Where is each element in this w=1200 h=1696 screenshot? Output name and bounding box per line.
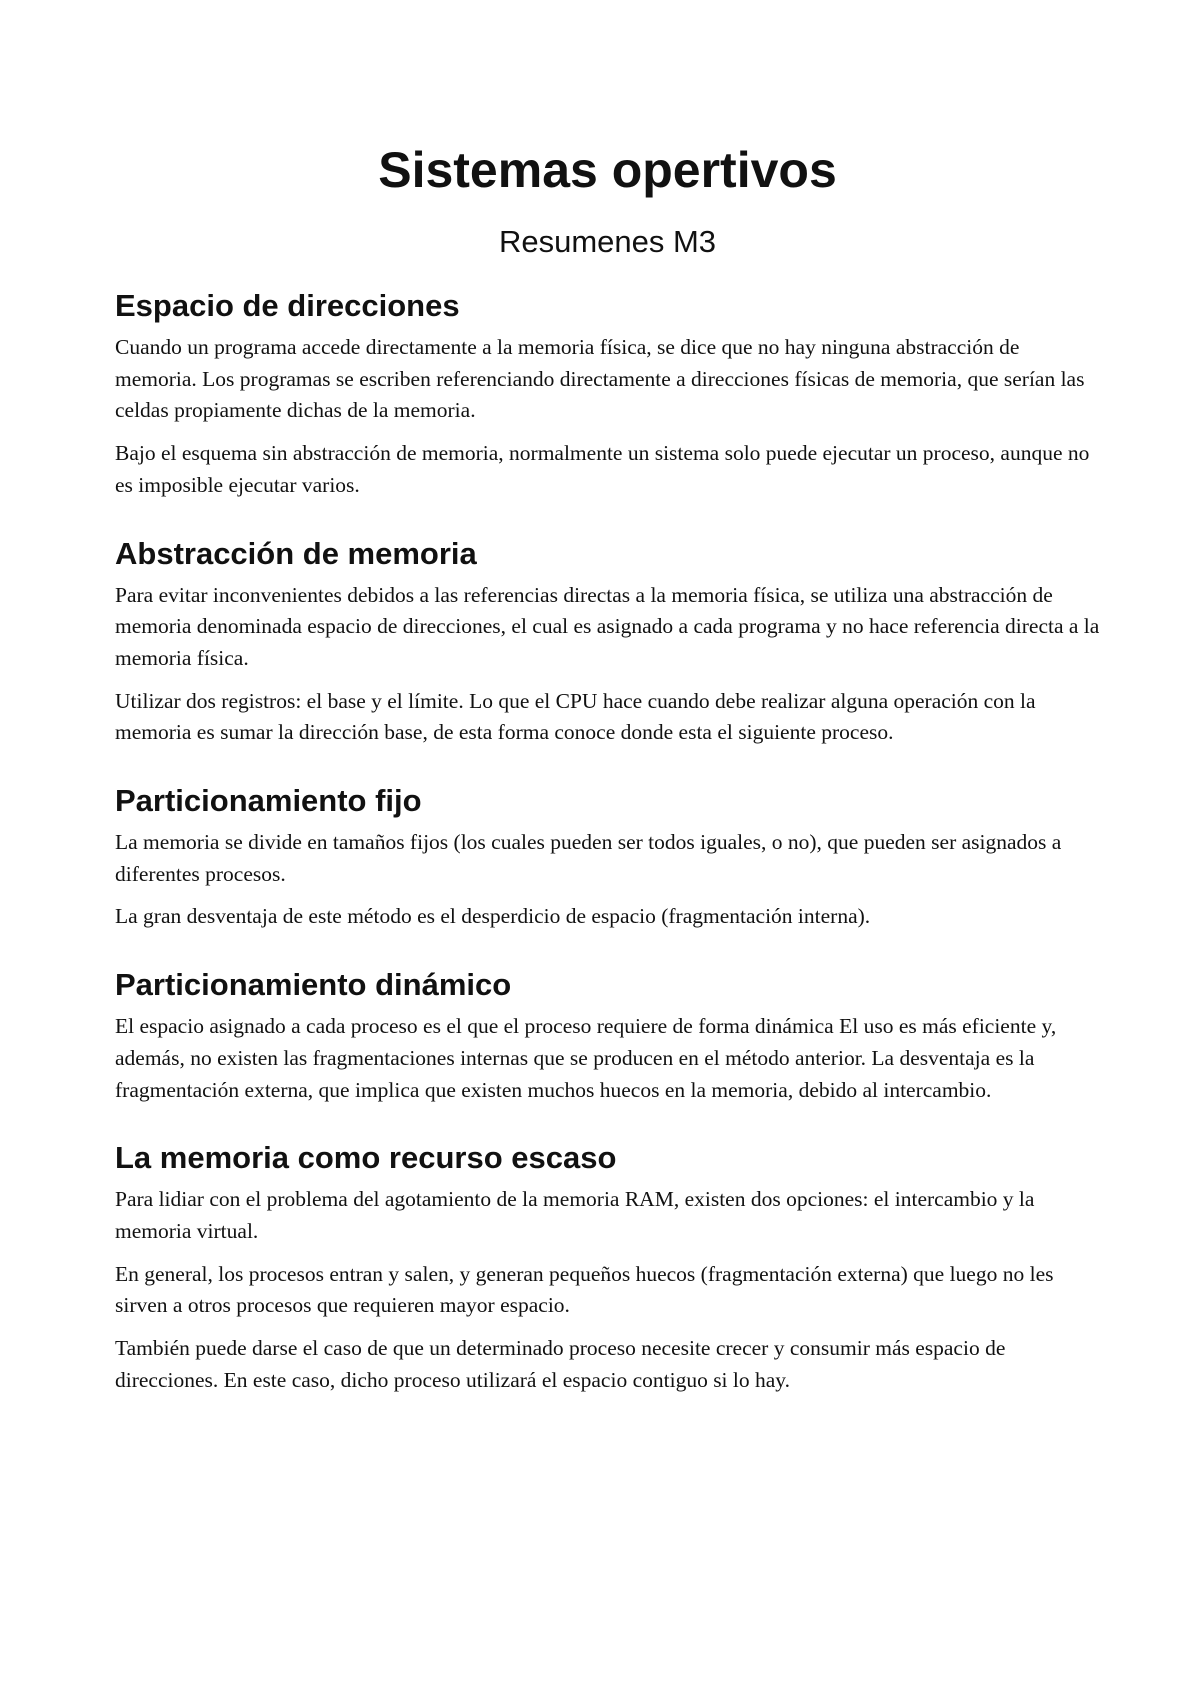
section-espacio-de-direcciones [115, 288, 1100, 502]
section-memoria-recurso-escaso [115, 1140, 1100, 1396]
paragraph: Utilizar dos registros: el base y el límite. Lo que el CPU hace cuando debe realizar alguna operación con la memoria es sumar la dirección base, de esta forma conoce donde esta el siguiente proceso. [115, 688, 1036, 745]
paragraph: El espacio asignado a cada proceso es el que el proceso requiere de forma dinámica El uso es más eficiente y, además, no existen las fragmentaciones internas que se producen en el método anterior. La desventaja es la fragmentación externa, que implica que existen muchos huecos en la memoria, debido al intercambio. [115, 1014, 1057, 1102]
paragraph: Cuando un programa accede directamente a la memoria física, se dice que no hay ninguna abstracción de memoria. Los programas se escriben referenciando directamente a direcciones físicas de memoria, que serían las celdas propiamente dichas de la memoria. [115, 335, 1085, 423]
section-heading: Particionamiento dinámico [115, 967, 512, 1003]
paragraph: Bajo el esquema sin abstracción de memoria, normalmente un sistema solo puede ejecutar un proceso, aunque no es imposible ejecutar varios. [115, 441, 1090, 497]
section-heading: La memoria como recurso escaso [115, 1140, 617, 1176]
paragraph: En general, los procesos entran y salen, y generan pequeños huecos (fragmentación externa) que luego no les sirven a otros procesos que requieren mayor espacio. [115, 1261, 1054, 1318]
section-abstraccion-de-memoria [115, 536, 1100, 750]
paragraph: Para lidiar con el problema del agotamiento de la memoria RAM, existen dos opciones: el intercambio y la memoria virtual. [115, 1187, 1035, 1243]
document-subtitle: Resumenes M3 [498, 224, 717, 259]
section-heading: Particionamiento fijo [115, 783, 422, 819]
section-heading: Abstracción de memoria [115, 535, 477, 571]
paragraph: Para evitar inconvenientes debidos a las referencias directas a la memoria física, se utiliza una abstracción de memoria denominada espacio de direcciones, el cual es asignado a cada programa y no hace referencia directa a la memoria física. [115, 582, 1100, 670]
section-heading: Espacio de direcciones [115, 288, 460, 323]
paragraph: La gran desventaja de este método es el desperdicio de espacio (fragmentación interna). [115, 904, 871, 929]
section-particionamiento-dinamico [115, 967, 1100, 1106]
document-page [115, 140, 1100, 1407]
paragraph: La memoria se divide en tamaños fijos (los cuales pueden ser todos iguales, o no), que pueden ser asignados a diferentes procesos. [115, 830, 1062, 886]
paragraph: También puede darse el caso de que un determinado proceso necesite crecer y consumir más espacio de direcciones. En este caso, dicho proceso utilizará el espacio contiguo si lo hay. [115, 1336, 1006, 1392]
section-particionamiento-fijo [115, 783, 1100, 933]
document-title: Sistemas opertivos [378, 142, 837, 198]
